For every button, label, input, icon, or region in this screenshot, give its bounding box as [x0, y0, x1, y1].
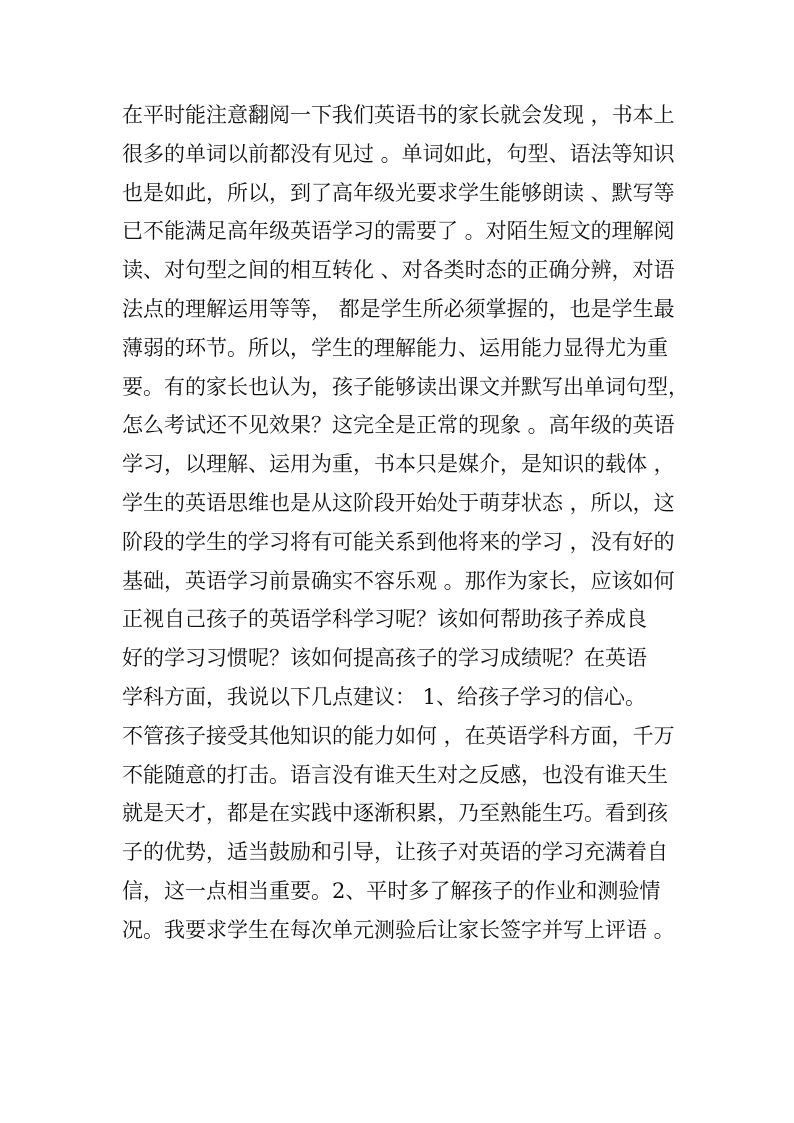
- text-line: 薄弱的环节。所以，学生的理解能力、运用能力显得尤为重: [122, 335, 668, 360]
- text-line: 不管孩子接受其他知识的能力如何 ，在英语学科方面，千万: [122, 723, 675, 748]
- text-line: 法点的理解运用等等， 都是学生所必须掌握的，也是学生最: [122, 296, 675, 321]
- text-line: 正视自己孩子的英语学科学习呢？该如何帮助孩子养成良: [122, 607, 647, 632]
- text-line: 学科方面，我说以下几点建议： 1、给孩子学习的信心。: [122, 684, 647, 709]
- text-line: 子的优势，适当鼓励和引导，让孩子对英语的学习充满着自: [122, 840, 668, 865]
- text-line: 也是如此，所以，到了高年级光要求学生能够朗读 、默写等: [122, 180, 675, 205]
- text-line: 读、对句型之间的相互转化 、对各类时态的正确分辨，对语: [122, 258, 675, 283]
- text-line: 不能随意的打击。语言没有谁天生对之反感，也没有谁天生: [122, 762, 668, 787]
- text-line: 好的学习习惯呢？该如何提高孩子的学习成绩呢？在英语: [122, 646, 647, 671]
- text-line: 很多的单词以前都没有见过 。单词如此，句型、语法等知识: [122, 141, 675, 166]
- text-line: 在平时能注意翻阅一下我们英语书的家长就会发现 ，书本上: [122, 103, 675, 127]
- text-line: 要。有的家长也认为，孩子能够读出课文并默写出单词句型，: [122, 374, 689, 399]
- body-text: [122, 96, 689, 950]
- text-line: 信，这一点相当重要。2、平时多了解孩子的作业和测验情: [122, 878, 661, 903]
- text-line: 基础，英语学习前景确实不容乐观 。那作为家长，应该如何: [122, 568, 675, 593]
- text-line: 学生的英语思维也是从这阶段开始处于萌芽状态 ，所以，这: [122, 490, 675, 515]
- text-line: 况。我要求学生在每次单元测验后让家长签字并写上评语 。: [122, 917, 675, 942]
- text-line: 阶段的学生的学习将有可能关系到他将来的学习 ，没有好的: [122, 529, 675, 554]
- text-line: 学习，以理解、运用为重，书本只是媒介，是知识的载体 ，: [122, 452, 675, 477]
- text-line: 怎么考试还不见效果？这完全是正常的现象 。高年级的英语: [122, 413, 675, 438]
- text-line: 就是天才，都是在实践中逐渐积累，乃至熟能生巧。看到孩: [122, 801, 668, 826]
- text-line: 已不能满足高年级英语学习的需要了 。对陌生短文的理解阅: [122, 219, 675, 244]
